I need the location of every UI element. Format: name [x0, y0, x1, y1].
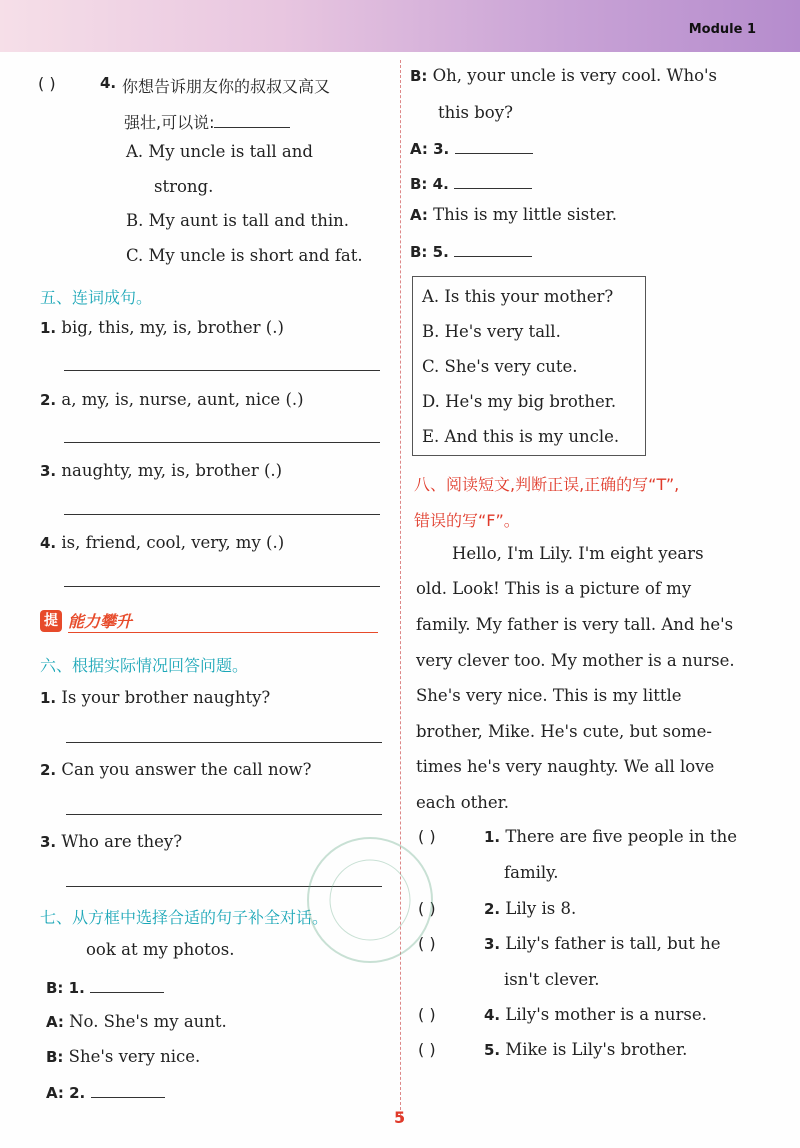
answer-line[interactable] — [64, 442, 380, 443]
box-option: C. She's very cute. — [422, 357, 578, 376]
dialog-line: B: She's very nice. — [46, 1047, 201, 1066]
reading-passage-line: brother, Mike. He's cute, but some- — [416, 722, 713, 741]
section-title: 七、从方框中选择合适的句子补全对话。 — [40, 908, 329, 927]
tf-statement: 4. Lily's mother is a nurse. — [484, 1005, 707, 1024]
page-header-band — [0, 0, 800, 52]
section-title-cont: 错误的写“F”。 — [414, 511, 520, 530]
watermark-stamp — [300, 830, 440, 970]
reading-passage-line: She's very nice. This is my little — [416, 686, 682, 705]
dialog-line: ook at my photos. — [86, 940, 235, 959]
reading-passage-line: old. Look! This is a picture of my — [416, 579, 692, 598]
list-item: 3. Who are they? — [40, 832, 183, 851]
option-b: B. My aunt is tall and thin. — [126, 211, 349, 230]
box-option: A. Is this your mother? — [422, 287, 614, 306]
reading-passage-line: times he's very naughty. We all love — [416, 757, 715, 776]
section-banner — [40, 608, 380, 634]
answer-line[interactable] — [64, 514, 380, 515]
answer-line[interactable] — [66, 814, 382, 815]
answer-line[interactable] — [64, 370, 380, 371]
tf-statement: 3. Lily's father is tall, but he — [484, 934, 721, 953]
dialog-line: B: 4. — [410, 174, 532, 193]
question-number: 4. — [100, 74, 117, 92]
answer-paren[interactable]: ( ) — [418, 827, 436, 846]
reading-passage-line: each other. — [416, 793, 509, 812]
dialog-line: A: 3. — [410, 139, 533, 158]
tf-statement: 2. Lily is 8. — [484, 899, 577, 918]
section-title: 六、根据实际情况回答问题。 — [40, 656, 249, 675]
list-item: 2. a, my, is, nurse, aunt, nice (.) — [40, 390, 304, 409]
reading-passage-line: very clever too. My mother is a nurse. — [416, 651, 735, 670]
option-a: A. My uncle is tall and — [126, 142, 313, 161]
tf-statement-cont: family. — [504, 863, 559, 882]
dialog-line: B: Oh, your uncle is very cool. Who's — [410, 66, 718, 85]
section-title: 五、连词成句。 — [40, 288, 153, 307]
answer-paren: ( ) — [38, 74, 56, 93]
option-a-cont: strong. — [154, 177, 214, 196]
section-title: 八、阅读短文,判断正误,正确的写“T”, — [414, 475, 680, 494]
answer-paren[interactable]: ( ) — [418, 899, 436, 918]
banner-title: 能力攀升 — [68, 612, 133, 631]
list-item: 2. Can you answer the call now? — [40, 760, 312, 779]
tf-statement: 5. Mike is Lily's brother. — [484, 1040, 688, 1059]
dialog-line: B: 1. — [46, 978, 164, 997]
tf-statement: 1. There are five people in the — [484, 827, 738, 846]
reading-passage-line: family. My father is very tall. And he's — [416, 615, 734, 634]
question-stem: 你想告诉朋友你的叔叔又高又 — [122, 77, 331, 96]
page-number: 5 — [394, 1108, 406, 1127]
list-item: 1. big, this, my, is, brother (.) — [40, 318, 284, 337]
lift-icon: 提 — [40, 610, 62, 632]
dialog-line: B: 5. — [410, 242, 532, 261]
box-option: D. He's my big brother. — [422, 392, 617, 411]
dialog-line: this boy? — [438, 103, 513, 122]
option-c: C. My uncle is short and fat. — [126, 246, 363, 265]
list-item: 1. Is your brother naughty? — [40, 688, 271, 707]
box-option: B. He's very tall. — [422, 322, 561, 341]
reading-passage: Hello, I'm Lily. I'm eight years — [452, 544, 704, 563]
box-option: E. And this is my uncle. — [422, 427, 620, 446]
answer-paren[interactable]: ( ) — [418, 1040, 436, 1059]
dialog-line: A: No. She's my aunt. — [46, 1012, 227, 1031]
dialog-line: A: This is my little sister. — [410, 205, 617, 224]
answer-paren[interactable]: ( ) — [418, 934, 436, 953]
list-item: 4. is, friend, cool, very, my (.) — [40, 533, 285, 552]
module-label: Module 1 — [688, 22, 756, 37]
dialog-line: A: 2. — [46, 1083, 165, 1102]
question-stem-cont: 强壮,可以说: — [124, 110, 290, 133]
tf-statement-cont: isn't clever. — [504, 970, 600, 989]
answer-line[interactable] — [64, 586, 380, 587]
answer-paren[interactable]: ( ) — [418, 1005, 436, 1024]
answer-line[interactable] — [66, 742, 382, 743]
banner-underline — [68, 632, 378, 633]
list-item: 3. naughty, my, is, brother (.) — [40, 461, 283, 480]
